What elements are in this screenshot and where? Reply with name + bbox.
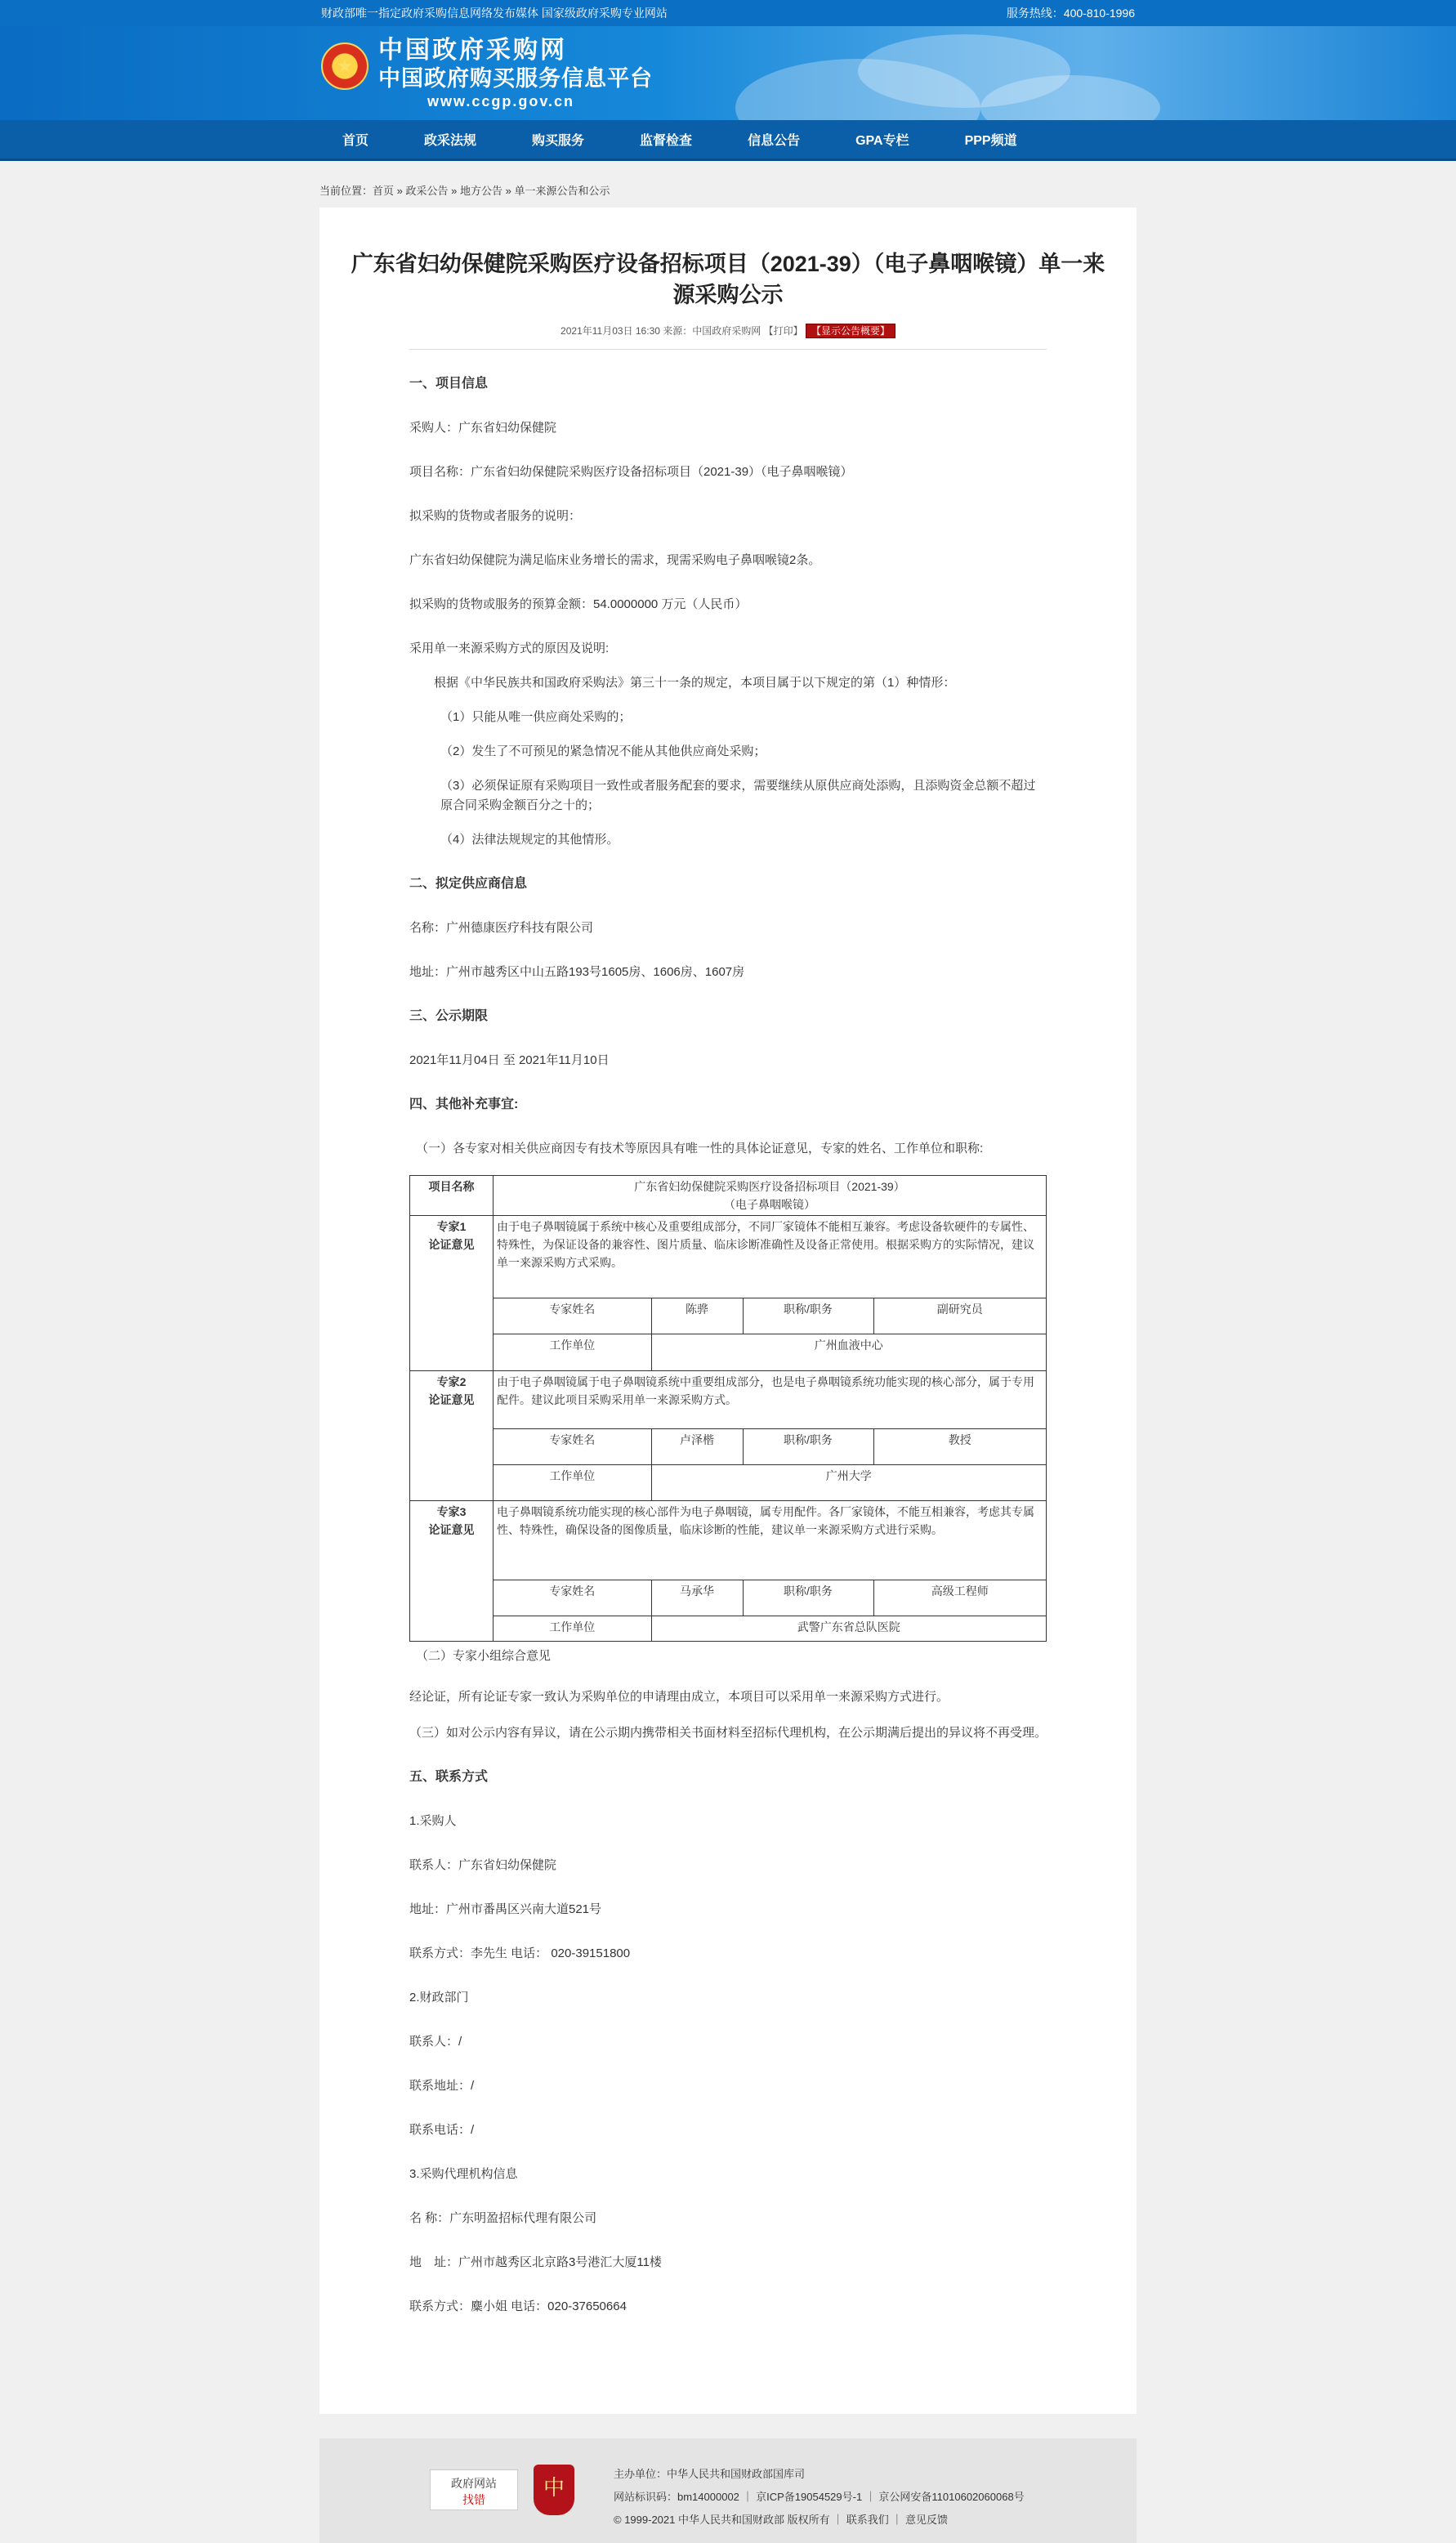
main-nav — [0, 120, 1456, 161]
contact-group: 1.采购人 — [409, 1813, 457, 1828]
expert-label-line: 论证意见 — [428, 1523, 475, 1536]
nav-gpa[interactable]: GPA专栏 — [855, 134, 909, 148]
expert-label — [410, 1370, 494, 1501]
breadcrumb-current[interactable]: 单一来源公告和公示 — [514, 185, 610, 197]
table-cell: 工作单位 — [494, 1334, 651, 1370]
table-cell: 教授 — [873, 1428, 1046, 1464]
table-cell: 职称/职务 — [743, 1298, 873, 1334]
expert-label-line: 专家3 — [436, 1505, 467, 1518]
expert-label-line: 论证意见 — [428, 1238, 475, 1251]
gov-site-error-report-logo[interactable] — [430, 2469, 518, 2510]
contact-address: 地址：广州市番禺区兴南大道521号 — [409, 1902, 602, 1916]
table-row — [494, 1298, 1046, 1334]
logo-text: 找错 — [462, 2493, 485, 2506]
goods-title: 拟采购的货物或者服务的说明： — [409, 509, 582, 523]
party-gov-badge-icon[interactable] — [534, 2465, 574, 2515]
publish-info[interactable]: 2021年11月03日 16:30 来源：中国政府采购网 【打印】 — [561, 325, 803, 337]
project-title-line: （电子鼻咽喉镜） — [724, 1198, 815, 1211]
table-row — [410, 1216, 1047, 1371]
table-cell: 陈骅 — [651, 1298, 743, 1334]
buyer: 采购人：广东省妇幼保健院 — [409, 421, 557, 435]
nav-home[interactable]: 首页 — [342, 134, 369, 148]
table-cell: 专家姓名 — [494, 1298, 651, 1334]
top-bar — [0, 0, 1456, 26]
nav-purchase-services[interactable]: 购买服务 — [532, 134, 585, 148]
supplier-name: 名称：广州德康医疗科技有限公司 — [409, 921, 594, 935]
article-body — [409, 374, 1047, 2317]
nav-ppp[interactable]: PPP频道 — [964, 134, 1017, 148]
expert-label-line: 论证意见 — [428, 1392, 475, 1406]
section-heading: 四、其他补充事宜: — [409, 1097, 519, 1111]
table-row — [410, 1176, 1047, 1216]
footer-ids[interactable]: 网站标识码：bm14000002 ｜ 京ICP备19054529号-1 ｜ 京公网安备11010602060068号 — [614, 2491, 1025, 2503]
contact-group: 3.采购代理机构信息 — [409, 2166, 518, 2181]
expert-info-table — [494, 1298, 1046, 1370]
agency-name: 名 称：广东明盈招标代理有限公司 — [409, 2210, 597, 2225]
breadcrumb-sep: » — [502, 185, 515, 197]
table-header-value — [494, 1176, 1047, 1216]
logo-text: 政府网站 — [451, 2477, 497, 2490]
expert-cell — [494, 1501, 1047, 1642]
table-row — [494, 1334, 1046, 1370]
table-cell: 职称/职务 — [743, 1580, 873, 1616]
expert-intro: （一）各专家对相关供应商因专有技术等原因具有唯一性的具体论证意见，专家的姓名、工作单位和职称: — [416, 1142, 984, 1155]
site-subname: 中国政府购买服务信息平台 — [378, 66, 653, 91]
objection-note: （三）如对公示内容有异议，请在公示期内携带相关书面材料至招标代理机构，在公示期满后提出的异议将不再受理。 — [409, 1725, 1047, 1740]
table-cell: 卢泽楷 — [651, 1428, 743, 1464]
expert-opinion: 由于电子鼻咽镜属于电子鼻咽镜系统中重要组成部分，也是电子鼻咽镜系统功能实现的核心部分，属于专用配件。建议此项目采购采用单一来源采购方式。 — [497, 1374, 1034, 1406]
reason-title: 采用单一来源采购方式的原因及说明: — [409, 641, 610, 655]
table-row — [494, 1464, 1046, 1500]
breadcrumb-prefix: 当前位置： — [319, 185, 373, 197]
table-row — [410, 1370, 1047, 1501]
site-name: 中国政府采购网 — [378, 37, 567, 64]
expert-info-table — [494, 1428, 1046, 1501]
contact-person: 联系人：/ — [409, 2034, 462, 2049]
nav-announcements[interactable]: 信息公告 — [748, 134, 801, 148]
reason-item: （2）发生了不可预见的紧急情况不能从其他供应商处采购； — [440, 744, 766, 758]
breadcrumb — [319, 182, 1137, 198]
contact-phone: 联系电话：/ — [409, 2122, 475, 2137]
footer-info — [614, 2463, 1025, 2532]
table-cell: 职称/职务 — [743, 1428, 873, 1464]
agency-address: 地 址：广州市越秀区北京路3号港汇大厦11楼 — [409, 2255, 662, 2269]
table-cell: 武警广东省总队医院 — [651, 1616, 1046, 1641]
page-title: 广东省妇幼保健院采购医疗设备招标项目（2021-39）（电子鼻咽喉镜）单一来源采购公示 — [351, 252, 1105, 307]
expert-opinion: 电子鼻咽镜系统功能实现的核心部件为电子鼻咽镜，属专用配件。各厂家镜体，不能互相兼容，考虑其专属性、特殊性，确保设备的图像质量，临床诊断的性能，建议单一来源采购方式进行采购。 — [497, 1505, 1034, 1536]
expert-label-line: 专家1 — [436, 1220, 467, 1233]
table-header-label: 项目名称 — [410, 1176, 494, 1216]
contact-phone: 联系方式：李先生 电话： 020-39151800 — [409, 1946, 631, 1960]
article-panel — [319, 208, 1137, 2414]
table-cell: 广州大学 — [651, 1464, 1046, 1500]
expert-summary-heading: （二）专家小组综合意见 — [416, 1648, 552, 1663]
national-emblem-icon: ★ — [321, 42, 368, 90]
table-row — [494, 1616, 1046, 1641]
reason-intro: 根据《中华民族共和国政府采购法》第三十一条的规定，本项目属于以下规定的第（1）种情形： — [434, 676, 956, 690]
table-row — [494, 1428, 1046, 1464]
table-cell: 马承华 — [651, 1580, 743, 1616]
divider — [409, 349, 1047, 350]
top-bar-slogan: 财政部唯一指定政府采购信息网络发布媒体 国家级政府采购专业网站 — [321, 7, 668, 20]
breadcrumb-home[interactable]: 首页 — [373, 185, 395, 197]
footer-copyright[interactable]: © 1999-2021 中华人民共和国财政部 版权所有 ｜ 联系我们 ｜ 意见反馈 — [614, 2514, 949, 2526]
table-cell: 工作单位 — [494, 1464, 651, 1500]
site-url: www.ccgp.gov.cn — [427, 93, 575, 109]
supplier-address: 地址：广州市越秀区中山五路193号1605房、1606房、1607房 — [409, 965, 745, 979]
show-summary-button[interactable]: 【显示公告概要】 — [806, 324, 895, 338]
section-heading: 一、项目信息 — [409, 377, 489, 391]
nav-regulations[interactable]: 政采法规 — [424, 134, 477, 148]
service-hotline: 服务热线：400-810-1996 — [1006, 7, 1135, 20]
project-name: 项目名称：广东省妇幼保健院采购医疗设备招标项目（2021-39）（电子鼻咽喉镜） — [409, 465, 853, 479]
expert-table — [409, 1175, 1047, 1642]
table-cell: 专家姓名 — [494, 1580, 651, 1616]
badge-text: 中 — [543, 2475, 565, 2500]
header-banner — [0, 26, 1456, 120]
section-heading: 二、拟定供应商信息 — [409, 877, 528, 891]
table-cell: 专家姓名 — [494, 1428, 651, 1464]
table-cell: 工作单位 — [494, 1616, 651, 1641]
section-heading: 五、联系方式 — [409, 1769, 489, 1784]
table-cell: 高级工程师 — [873, 1580, 1046, 1616]
expert-opinion: 由于电子鼻咽镜属于系统中核心及重要组成部分，不同厂家镜体不能相互兼容。考虑设备软硬件的专属性、特殊性，为保证设备的兼容性、图片质量、临床诊断准确性及设备正常使用。根据采购方的实际情况，建议单一来源采购方式采购。 — [497, 1220, 1034, 1269]
project-title-line: 广东省妇幼保健院采购医疗设备招标项目（2021-39） — [634, 1180, 905, 1193]
expert-label-line: 专家2 — [436, 1374, 467, 1388]
article-meta — [319, 324, 1137, 337]
budget: 拟采购的货物或服务的预算金额：54.0000000 万元（人民币） — [409, 597, 748, 611]
goods-desc: 广东省妇幼保健院为满足临床业务增长的需求，现需采购电子鼻咽喉镜2条。 — [409, 553, 821, 567]
breadcrumb-sep: » — [448, 185, 460, 197]
section-heading: 三、公示期限 — [409, 1009, 489, 1023]
expert-summary: 经论证，所有论证专家一致认为采购单位的申请理由成立，本项目可以采用单一来源采购方式进行。 — [409, 1689, 949, 1704]
site-logo[interactable] — [378, 36, 653, 111]
contact-address: 联系地址：/ — [409, 2078, 475, 2093]
footer-host: 主办单位：中华人民共和国财政部国库司 — [614, 2468, 806, 2480]
contact-person: 联系人：广东省妇幼保健院 — [409, 1857, 557, 1872]
table-cell: 副研究员 — [873, 1298, 1046, 1334]
table-cell: 广州血液中心 — [651, 1334, 1046, 1370]
expert-cell — [494, 1370, 1047, 1501]
agency-phone: 联系方式：麋小姐 电话：020-37650664 — [409, 2299, 627, 2313]
expert-label — [410, 1501, 494, 1642]
reason-item: （4）法律法规规定的其他情形。 — [440, 833, 619, 847]
table-row — [494, 1580, 1046, 1616]
notice-period: 2021年11月04日 至 2021年11月10日 — [409, 1053, 610, 1067]
reason-item: （3）必须保证原有采购项目一致性或者服务配套的要求，需要继续从原供应商处添购，且添购资金总额不超过原合同采购金额百分之十的； — [440, 779, 1036, 812]
expert-label — [410, 1216, 494, 1371]
contact-group: 2.财政部门 — [409, 1990, 469, 2004]
expert-info-table — [494, 1580, 1046, 1641]
nav-supervision[interactable]: 监督检查 — [640, 134, 693, 148]
breadcrumb-sep: » — [394, 185, 406, 197]
reason-item: （1）只能从唯一供应商处采购的； — [440, 710, 632, 724]
expert-cell — [494, 1216, 1047, 1371]
footer — [319, 2438, 1137, 2543]
table-row — [410, 1501, 1047, 1642]
breadcrumb-local[interactable]: 地方公告 — [459, 185, 502, 197]
breadcrumb-announcements[interactable]: 政采公告 — [405, 185, 449, 197]
